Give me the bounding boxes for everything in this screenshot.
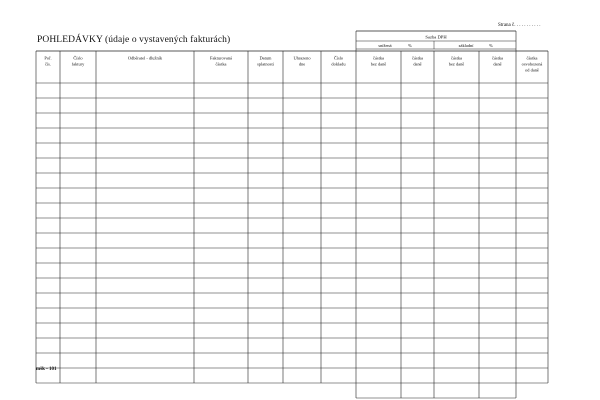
vat-basic-percent: %: [489, 43, 493, 48]
column-header-cislo-dokl: dokladu: [331, 61, 346, 67]
column-header-sn-dan: daně: [413, 61, 422, 67]
page-number-label: Strana č. . . . . . . . . . .: [498, 23, 541, 28]
column-header-sn-bez-dane: částka: [373, 55, 384, 61]
column-header-uhrazeno: dne: [298, 61, 306, 67]
column-header-zk-dan: částka: [492, 55, 503, 61]
vat-reduced-label: snížená: [378, 43, 392, 48]
column-header-fakt-castka: Fakturovaná: [210, 55, 232, 61]
column-header-zk-bez-dane: částka: [451, 55, 462, 61]
column-header-uhrazeno: Uhrazeno: [293, 55, 311, 61]
column-header-por-c: čís.: [45, 61, 51, 67]
column-header-fakt-castka: částka: [215, 61, 227, 67]
vat-basic-label: základní: [458, 43, 474, 48]
vat-reduced-percent: %: [408, 43, 412, 48]
column-header-datum-splat: splatnosti: [257, 61, 274, 67]
column-header-sn-dan: částka: [412, 55, 423, 61]
column-header-cislo-dokl: Číslo: [333, 55, 344, 61]
column-header-zk-bez-dane: bez daně: [448, 61, 465, 67]
column-header-cislo-fakt: faktury: [71, 61, 85, 67]
column-header-osvobozeno: osvobozená: [521, 61, 543, 67]
column-header-osvobozeno: od daně: [525, 67, 539, 73]
column-header-odberatel: Odběratel - dlužník: [127, 55, 163, 61]
vat-group-title: Sazba DPH: [425, 34, 447, 40]
form-code: mšk - 101: [36, 367, 57, 372]
column-header-por-c: Poř.: [44, 55, 52, 61]
column-header-cislo-fakt: Číslo: [73, 55, 83, 61]
document-title: POHLEDÁVKY (údaje o vystavených fakturách): [37, 35, 231, 45]
column-header-zk-dan: daně: [493, 61, 502, 67]
column-header-osvobozeno: částka: [526, 55, 538, 61]
column-header-datum-splat: Datum: [259, 55, 272, 61]
column-header-sn-bez-dane: bez daně: [370, 61, 387, 67]
